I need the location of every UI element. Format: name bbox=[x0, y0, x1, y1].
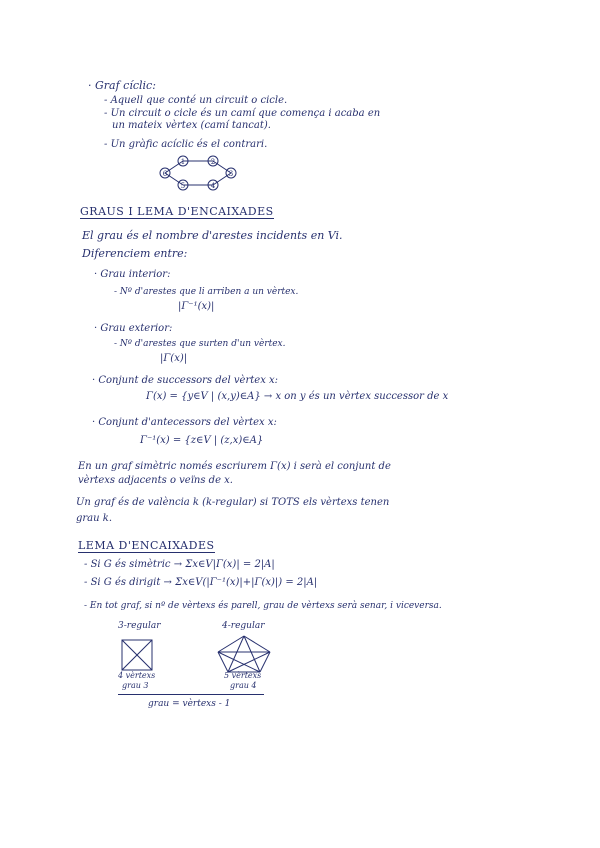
grau-interior-formula: |Γ⁻¹(x)| bbox=[178, 301, 215, 312]
grau-interior-desc: - Nº d'arestes que li arriben a un vèrtex. bbox=[114, 287, 299, 297]
note-3-regular-degree: grau 3 bbox=[122, 681, 149, 690]
lema-symmetric-text: Si G és simètric → Σx∈V|Γ(x)| = 2|A| bbox=[90, 559, 275, 570]
cycle-graph-diagram bbox=[155, 153, 245, 193]
cycle-node-label-4: 4 bbox=[210, 182, 216, 190]
cycle-node-label-5: 5 bbox=[180, 182, 186, 190]
divider-line bbox=[118, 694, 264, 695]
bullet-grau-exterior: · Grau exterior: bbox=[94, 323, 173, 334]
note-3-regular-vertices: 4 vèrtexs bbox=[118, 671, 156, 680]
successors-title: Conjunt de successors del vèrtex x: bbox=[98, 375, 279, 386]
cycle-def-1-text: Aquell que conté un circuit o cicle. bbox=[110, 95, 288, 106]
graph-3-regular bbox=[120, 638, 156, 674]
cycle-graph-title: Graf cíclic: bbox=[95, 79, 156, 92]
lema-parity: - En tot graf, si nº de vèrtexs és parell, grau de vèrtexs serà senar, i viceversa. bbox=[84, 601, 442, 611]
antecessors-formula: Γ⁻¹(x) = {z∈V | (z,x)∈A} bbox=[140, 435, 264, 446]
cycle-node-label-1: 1 bbox=[180, 158, 186, 166]
antecessors-title: Conjunt d'antecessors del vèrtex x: bbox=[98, 417, 277, 428]
successors-formula: Γ(x) = {y∈V | (x,y)∈A} → x on y és un vèrtex successor de x bbox=[146, 391, 449, 402]
cycle-def-3: - Un gràfic acíclic és el contrari. bbox=[104, 139, 268, 150]
regular-def-line2: grau k. bbox=[76, 513, 113, 524]
label-3-regular: 3-regular bbox=[118, 621, 161, 631]
cycle-def-1: - Aquell que conté un circuit o cicle. bbox=[104, 95, 288, 106]
label-4-regular: 4-regular bbox=[222, 621, 265, 631]
bullet-cycle-graph: · Graf cíclic: bbox=[88, 79, 156, 92]
symmetric-note-line1: En un graf simètric només escriurem Γ(x) i serà el conjunt de bbox=[78, 461, 391, 472]
section-heading-lema: LEMA D'ENCAIXADES bbox=[78, 539, 215, 552]
graph-4-regular bbox=[216, 634, 272, 674]
grau-definition: El grau és el nombre d'arestes incidents en Vi. bbox=[82, 229, 343, 242]
cycle-def-2: - Un circuit o cicle és un camí que comença i acaba en bbox=[104, 108, 381, 119]
cycle-def-2-line1: Un circuit o cicle és un camí que comença i acaba en bbox=[110, 108, 381, 119]
note-4-regular-degree: grau 4 bbox=[230, 681, 257, 690]
section-heading-graus: GRAUS I LEMA D'ENCAIXADES bbox=[80, 205, 274, 218]
note-4-regular-vertices: 5 vèrtexs bbox=[224, 671, 262, 680]
cycle-node-label-2: 2 bbox=[210, 158, 216, 166]
lema-directed-text: Si G és dirigit → Σx∈V(|Γ⁻¹(x)|+|Γ(x)|) = 2|A| bbox=[90, 577, 318, 588]
cycle-def-3-text: Un gràfic acíclic és el contrari. bbox=[110, 139, 268, 150]
grau-exterior-title: Grau exterior: bbox=[100, 323, 173, 334]
degree-vertices-rule: grau = vèrtexs - 1 bbox=[148, 699, 231, 709]
cycle-node-label-3: 3 bbox=[228, 170, 234, 178]
lema-parity-text: En tot graf, si nº de vèrtexs és parell, grau de vèrtexs serà senar, i viceversa. bbox=[89, 601, 442, 611]
bullet-successors: · Conjunt de successors del vèrtex x: bbox=[92, 375, 279, 386]
grau-exterior-desc-text: Nº d'arestes que surten d'un vèrtex. bbox=[119, 339, 286, 349]
cycle-node-label-6: 6 bbox=[162, 170, 168, 178]
grau-interior-title: Grau interior: bbox=[100, 269, 171, 280]
bullet-antecessors: · Conjunt d'antecessors del vèrtex x: bbox=[92, 417, 277, 428]
lema-directed: - Si G és dirigit → Σx∈V(|Γ⁻¹(x)|+|Γ(x)|) = 2|A| bbox=[84, 577, 318, 588]
grau-exterior-formula: |Γ(x)| bbox=[160, 353, 188, 364]
lema-symmetric: - Si G és simètric → Σx∈V|Γ(x)| = 2|A| bbox=[84, 559, 275, 570]
symmetric-note-line2: vèrtexs adjacents o veïns de x. bbox=[78, 475, 233, 486]
diferenciem-entre: Diferenciem entre: bbox=[82, 247, 188, 260]
grau-interior-desc-text: Nº d'arestes que li arriben a un vèrtex. bbox=[119, 287, 299, 297]
cycle-def-2-line2: un mateix vèrtex (camí tancat). bbox=[112, 120, 271, 131]
bullet-grau-interior: · Grau interior: bbox=[94, 269, 171, 280]
regular-def-line1: Un graf és de valència k (k-regular) si TOTS els vèrtexs tenen bbox=[76, 497, 390, 508]
grau-exterior-desc: - Nº d'arestes que surten d'un vèrtex. bbox=[114, 339, 286, 349]
